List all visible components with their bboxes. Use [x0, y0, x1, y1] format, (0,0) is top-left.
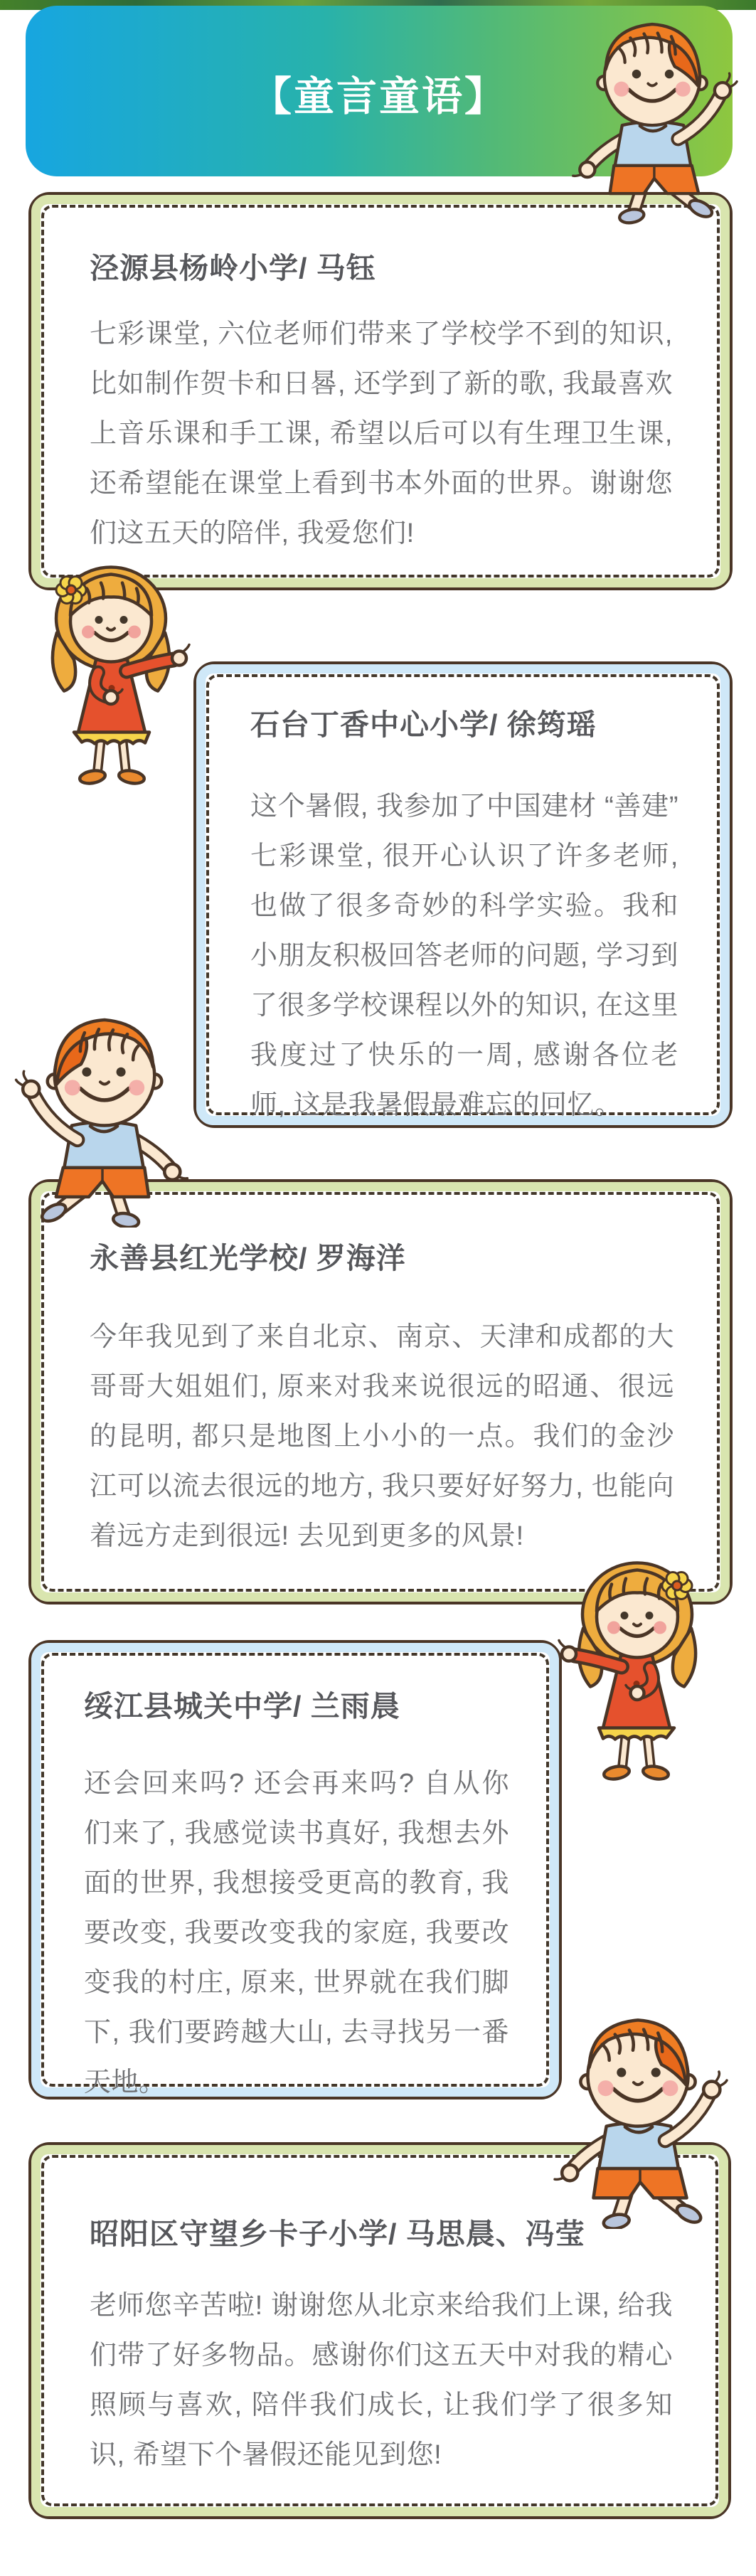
card-body-text: 七彩课堂, 六位老师们带来了学校学不到的知识, 比如制作贺卡和日晷, 还学到了新的歌, 我最喜欢上音乐课和手工课, 希望以后可以有生理卫生课, 还希望能在课堂上看到书本外面的世界。谢谢您们这五天的陪伴, 我爱您们!: [90, 319, 673, 548]
page-title: 【童言童语】: [251, 74, 507, 119]
cartoon-boy-illustration: [568, 13, 738, 225]
testimonial-card: [28, 1640, 562, 2099]
cartoon-girl-illustration: [550, 1548, 721, 1791]
card-school-author: 昭阳区守望乡卡子小学/ 马思晨、冯莹: [90, 2218, 585, 2250]
card-body-text: 这个暑假, 我参加了中国建材 “善建” 七彩课堂, 很开心认识了许多老师, 也做了很多奇妙的科学实验。我和小朋友积极回答老师的问题, 学习到了很多学校课程以外的知识, 在这里我度过了快乐的一周, 感谢各位老师, 这是我暑假最难忘的回忆。: [250, 792, 678, 1120]
card-school-author: 泾源县杨岭小学/ 马钰: [90, 252, 376, 284]
card-body-text: 今年我见到了来自北京、南京、天津和成都的大哥哥大姐姐们, 原来对我来说很远的昭通、很远的昆明, 都只是地图上小小的一点。我们的金沙江可以流去很远的地方, 我只要好好努力, 也能向着远方走到很远! 去见到更多的风景!: [90, 1322, 674, 1551]
testimonial-card: [28, 1179, 733, 1604]
card-body-text: 老师您辛苦啦! 谢谢您从北京来给我们上课, 给我们带了好多物品。感谢你们这五天中对我的精心照顾与喜欢, 陪伴我们成长, 让我们学了很多知识, 希望下个暑假还能见到您!: [90, 2291, 673, 2470]
card-content: [31, 1182, 730, 1561]
card-content: [31, 195, 730, 558]
card-school-author: 永善县红光学校/ 罗海洋: [90, 1242, 406, 1274]
cartoon-boy-illustration: [14, 1010, 193, 1228]
card-school-author: 绥江县城关中学/ 兰雨晨: [84, 1690, 400, 1723]
card-school-author: 石台丁香中心小学/ 徐筠瑶: [250, 708, 597, 741]
card-content: [196, 664, 730, 1130]
card-content: [31, 1643, 559, 2107]
testimonial-card: [193, 661, 733, 1128]
card-body-text: 还会回来吗? 还会再来吗? 自从你们来了, 我感觉读书真好, 我想去外面的世界, 我想接受更高的教育, 我要改变, 我要改变我的家庭, 我要改变我的村庄, 原来, 世界就在我们脚下, 我们要跨越大山, 去寻找另一番天地。: [84, 1769, 509, 2097]
testimonial-card: [28, 192, 733, 590]
cartoon-boy-illustration: [549, 2010, 728, 2229]
cartoon-girl-illustration: [27, 553, 198, 794]
